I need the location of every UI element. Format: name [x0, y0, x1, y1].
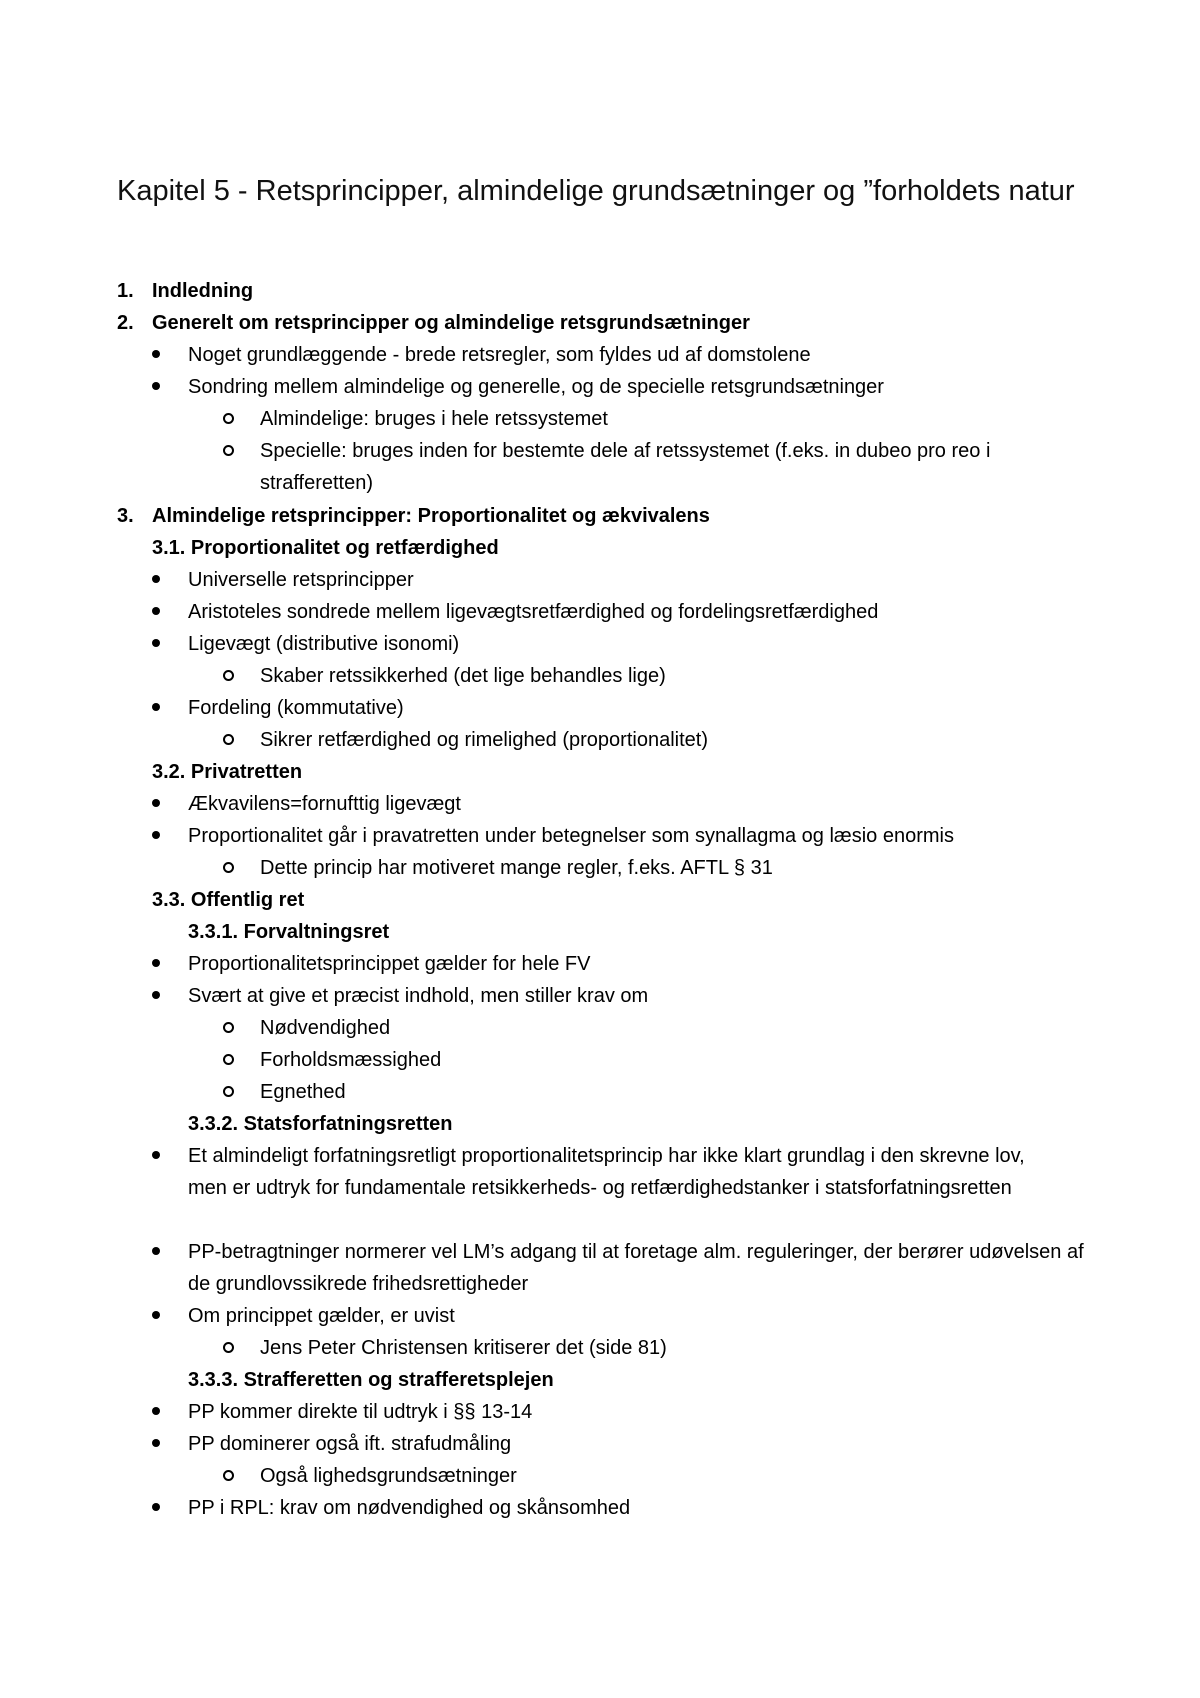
circle-bullet-icon	[223, 1470, 234, 1481]
bullet-icon	[152, 1151, 160, 1159]
sub-list-item: Sikrer retfærdighed og rimelighed (proportionalitet)	[260, 729, 708, 751]
bullet-icon	[152, 1311, 160, 1319]
sub-list-item: Dette princip har motiveret mange regler, f.eks. AFTL § 31	[260, 857, 773, 879]
list-item: Proportionalitet går i pravatretten under betegnelser som synallagma og læsio enormis	[188, 825, 954, 847]
heading-3-number: 3.	[117, 505, 134, 527]
bullet-icon	[152, 1407, 160, 1415]
bullet-icon	[152, 991, 160, 999]
list-item: PP i RPL: krav om nødvendighed og skånsomhed	[188, 1497, 631, 1519]
sub-list-item: Jens Peter Christensen kritiserer det (side 81)	[260, 1337, 667, 1359]
bullet-icon	[152, 959, 160, 967]
bullet-icon	[152, 1247, 160, 1255]
page-title: Kapitel 5 - Retsprincipper, almindelige grundsætninger og ”forholdets natur	[117, 175, 1075, 207]
sub-list-item: Almindelige: bruges i hele retssystemet	[260, 408, 608, 430]
sub-list-item: Nødvendighed	[260, 1017, 391, 1039]
bullet-icon	[152, 350, 160, 358]
circle-bullet-icon	[223, 862, 234, 873]
circle-bullet-icon	[223, 1342, 234, 1353]
bullet-icon	[152, 1503, 160, 1511]
heading-3: Almindelige retsprincipper: Proportionalitet og ækvivalens	[152, 505, 710, 527]
circle-bullet-icon	[223, 670, 234, 681]
list-item: Proportionalitetsprincippet gælder for hele FV	[188, 953, 591, 975]
circle-bullet-icon	[223, 445, 234, 456]
list-item: Fordeling (kommutative)	[188, 697, 404, 719]
heading-3-3-3: 3.3.3. Strafferetten og strafferetsplejen	[188, 1369, 554, 1391]
list-item: Aristoteles sondrede mellem ligevægtsretfærdighed og fordelingsretfærdighed	[188, 601, 879, 623]
sub-list-item: Egnethed	[260, 1081, 346, 1103]
list-item: Et almindeligt forfatningsretligt proportionalitetsprincip har ikke klart grundlag i den skrevne lov, men er udtryk for fundamentale retsikkerheds- og retfærdighedstanker i statsforfatningsretten	[188, 1145, 1025, 1199]
sub-list-item: Forholdsmæssighed	[260, 1049, 442, 1071]
bullet-icon	[152, 382, 160, 390]
heading-1: Indledning	[152, 280, 254, 302]
bullet-icon	[152, 831, 160, 839]
list-item: Ligevægt (distributive isonomi)	[188, 633, 460, 655]
heading-2: Generelt om retsprincipper og almindelige retsgrundsætninger	[152, 312, 750, 334]
circle-bullet-icon	[223, 1054, 234, 1065]
heading-3-1: 3.1. Proportionalitet og retfærdighed	[152, 537, 499, 559]
circle-bullet-icon	[223, 1086, 234, 1097]
sub-list-item: Skaber retssikkerhed (det lige behandles lige)	[260, 665, 666, 687]
bullet-icon	[152, 607, 160, 615]
list-item: Svært at give et præcist indhold, men stiller krav om	[188, 985, 649, 1007]
list-item: Om princippet gælder, er uvist	[188, 1305, 455, 1327]
list-item: Sondring mellem almindelige og generelle, og de specielle retsgrundsætninger	[188, 376, 884, 398]
list-item: PP-betragtninger normerer vel LM’s adgang til at foretage alm. reguleringer, der berører udøvelsen af de grundlovssikrede frihedsrettigheder	[188, 1241, 1084, 1295]
heading-3-3-2: 3.3.2. Statsforfatningsretten	[188, 1113, 453, 1135]
list-item: Noget grundlæggende - brede retsregler, som fyldes ud af domstolene	[188, 344, 811, 366]
circle-bullet-icon	[223, 734, 234, 745]
bullet-icon	[152, 703, 160, 711]
list-item: Ækvavilens=fornufttig ligevægt	[188, 793, 461, 815]
heading-2-number: 2.	[117, 312, 134, 334]
list-item: PP dominerer også ift. strafudmåling	[188, 1433, 512, 1455]
bullet-icon	[152, 799, 160, 807]
list-item: PP kommer direkte til udtryk i §§ 13-14	[188, 1401, 533, 1423]
circle-bullet-icon	[223, 1022, 234, 1033]
heading-3-2: 3.2. Privatretten	[152, 761, 303, 783]
heading-3-3: 3.3. Offentlig ret	[152, 889, 305, 911]
bullet-icon	[152, 639, 160, 647]
sub-list-item: Også lighedsgrundsætninger	[260, 1465, 517, 1487]
heading-1-number: 1.	[117, 280, 134, 302]
circle-bullet-icon	[223, 413, 234, 424]
heading-3-3-1: 3.3.1. Forvaltningsret	[188, 921, 390, 943]
list-item: Universelle retsprincipper	[188, 569, 414, 591]
bullet-icon	[152, 575, 160, 583]
sub-list-item: Specielle: bruges inden for bestemte dele af retssystemet (f.eks. in dubeo pro reo i strafferetten)	[260, 440, 991, 494]
bullet-icon	[152, 1439, 160, 1447]
